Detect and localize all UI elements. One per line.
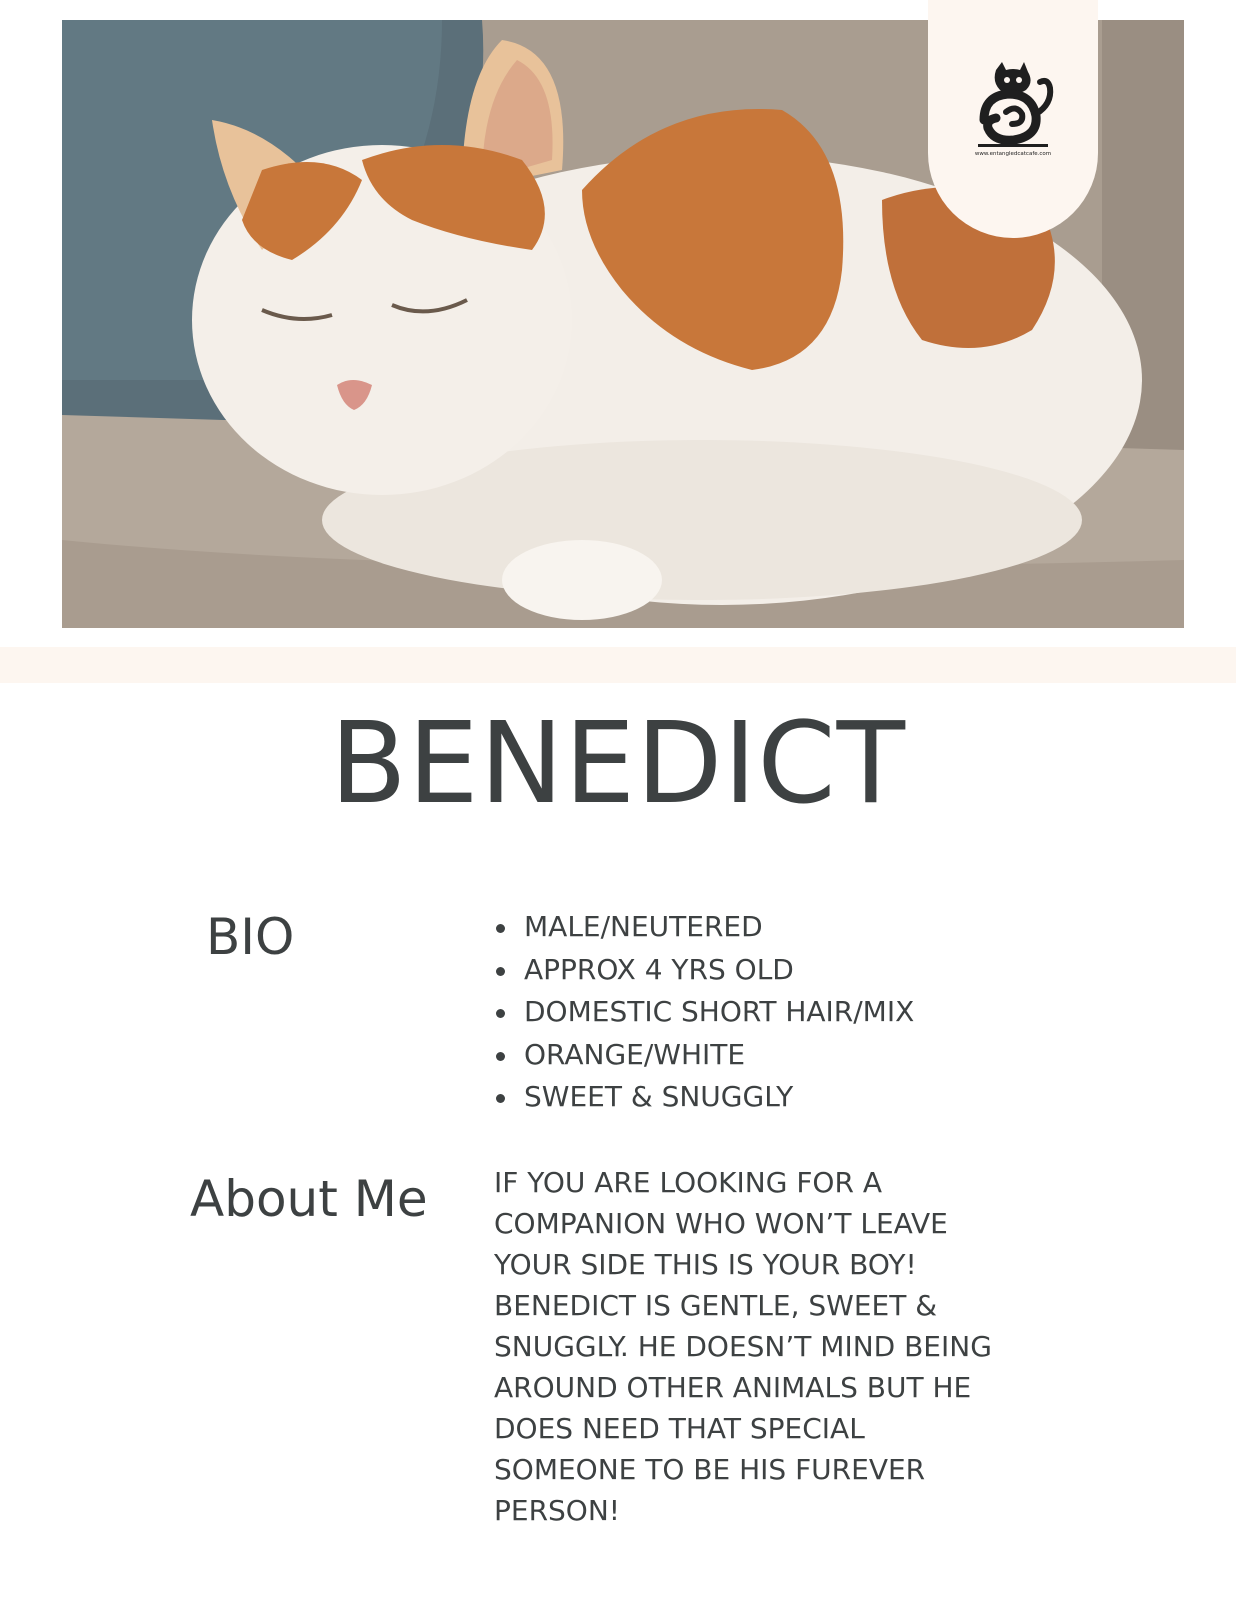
about-line: AROUND OTHER ANIMALS BUT HE [494,1371,972,1404]
bio-item: ORANGE/WHITE [492,1034,914,1077]
cat-cafe-logo-icon [966,60,1060,150]
about-line: SOMEONE TO BE HIS FUREVER [494,1453,926,1486]
logo-url-text: www.entangledcatcafe.com [974,151,1052,157]
about-line: COMPANION WHO WON’T LEAVE [494,1207,948,1240]
bullet-icon [496,1009,505,1018]
about-me-label: About Me [190,1170,428,1228]
about-line: IF YOU ARE LOOKING FOR A [494,1166,882,1199]
bullet-icon [496,1094,505,1103]
bio-item: MALE/NEUTERED [492,906,914,949]
bullet-icon [496,1052,505,1061]
divider-band [0,647,1236,683]
about-me-text [494,1162,992,1531]
about-line: DOES NEED THAT SPECIAL [494,1412,865,1445]
bio-label: BIO [206,908,295,966]
about-line: YOUR SIDE THIS IS YOUR BOY! [494,1248,917,1281]
bio-item: SWEET & SNUGGLY [492,1076,914,1119]
bio-item: DOMESTIC SHORT HAIR/MIX [492,991,914,1034]
bio-item: APPROX 4 YRS OLD [492,949,914,992]
cat-name-heading: BENEDICT [329,699,907,829]
about-line: SNUGGLY. HE DOESN’T MIND BEING [494,1330,992,1363]
bio-list [492,906,914,1119]
bullet-icon [496,924,505,933]
bullet-icon [496,967,505,976]
about-line: BENEDICT IS GENTLE, SWEET & [494,1289,938,1322]
logo-badge [928,0,1098,238]
about-line: PERSON! [494,1494,621,1527]
